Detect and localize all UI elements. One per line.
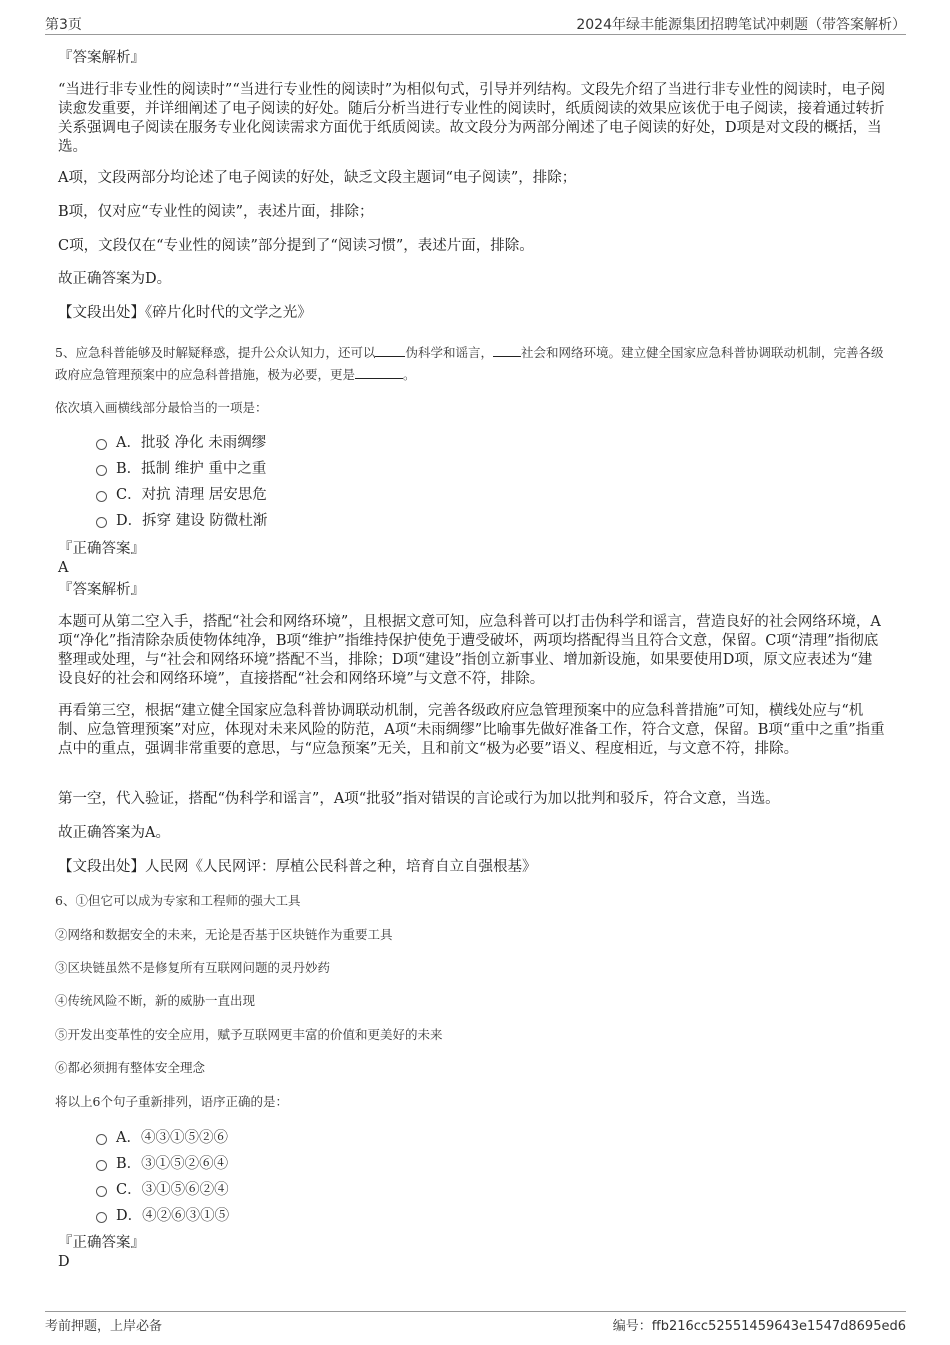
document-title: 2024年绿丰能源集团招聘笔试冲刺题（带答案解析）: [576, 17, 906, 33]
radio-icon[interactable]: [96, 491, 107, 502]
q5-option-c[interactable]: C．对抗 清理 居安思危: [96, 485, 267, 505]
page-header: [45, 12, 906, 35]
radio-icon[interactable]: [96, 439, 107, 450]
q5-option-a[interactable]: A．批驳 净化 未雨绸缪: [96, 433, 266, 453]
q5-stem: 5、应急科普能够及时解疑释惑，提升公众认知力，还可以 伪科学和谣言， 社会和网络环境。建立健全国家应急科普协调联动机制，完善各级政府应急管理预案中的应急科普措施，极为必要，更是 。: [55, 345, 884, 382]
q5-correct-value: A: [58, 560, 69, 576]
radio-icon[interactable]: [96, 517, 107, 528]
q6-option-b[interactable]: B．③①⑤②⑥④: [96, 1154, 228, 1174]
q4-conclusion: 故正确答案为D。: [58, 271, 172, 287]
page-footer: [45, 1311, 906, 1336]
footer-serial: 编号：ffb216cc52551459643e1547d8695ed6: [612, 1319, 906, 1334]
q5-analysis-para-3: 第一空，代入验证，搭配“伪科学和谣言”，A项“批驳”指对错误的言论或行为加以批判和驳斥，符合文意，当选。: [58, 791, 780, 807]
q4-point-a: A项，文段两部分均论述了电子阅读的好处，缺乏文段主题词“电子阅读”，排除；: [58, 170, 577, 186]
q4-source: 【文段出处】《碎片化时代的文学之光》: [58, 305, 312, 321]
q6-sentence-1: 6、①但它可以成为专家和工程师的强大工具: [55, 893, 301, 908]
blank-3: [355, 366, 403, 379]
q6-prompt: 将以上6个句子重新排列，语序正确的是：: [55, 1094, 288, 1109]
q5-analysis-para-1: 本题可从第二空入手，搭配“社会和网络环境”，且根据文意可知，应急科普可以打击伪科学和谣言，营造良好的社会网络环境，A项“净化”指清除杂质使物体纯净，B项“维护”指维持保护使免于遭受破坏，两项均搭配得当且符合文意，保留。C项“清理”指彻底整理或处理，与“社会和网络环境”搭配不当，排除；D项“建设”指创立新事业、增加新设施，如果要使用D项，原文应表述为“建设良好的社会和网络环境”，直接搭配“社会和网络环境”与文意不符，排除。: [58, 614, 881, 687]
blank-2: [493, 344, 521, 357]
q4-point-b: B项，仅对应“专业性的阅读”，表述片面，排除；: [58, 204, 374, 220]
page-number: 第3页: [45, 17, 82, 33]
q6-correct-value: D: [58, 1254, 70, 1270]
q5-conclusion: 故正确答案为A。: [58, 825, 170, 841]
q5-analysis-para-2: 再看第三空，根据“建立健全国家应急科普协调联动机制，完善各级政府应急管理预案中的应急科普措施”可知，横线处应与“机制、应急管理预案”对应，体现对未来风险的防范，A项“未雨绸缪”比喻事先做好准备工作，符合文意，保留。B项“重中之重”指重点中的重点，强调非常重要的意思，与“应急预案”无关，且和前文“极为必要”语义、程度相近，与文意不符，排除。: [58, 703, 885, 757]
q6-sentence-6: ⑥都必须拥有整体安全理念: [55, 1060, 206, 1075]
q4-analysis-label: 『答案解析』: [58, 50, 145, 66]
q6-option-a[interactable]: A．④③①⑤②⑥: [96, 1128, 228, 1148]
q5-analysis-label: 『答案解析』: [58, 582, 145, 598]
radio-icon[interactable]: [96, 1186, 107, 1197]
blank-1: [375, 344, 405, 357]
q4-point-c: C项，文段仅在“专业性的阅读”部分提到了“阅读习惯”，表述片面，排除。: [58, 238, 534, 254]
q4-analysis-paragraph: “当进行非专业性的阅读时”“当进行专业性的阅读时”为相似句式，引导并列结构。文段先介绍了当进行非专业性的阅读时，电子阅读愈发重要，并详细阐述了电子阅读的好处。随后分析当进行专业性的阅读时，纸质阅读的效果应该优于电子阅读，接着通过转折关系强调电子阅读在服务专业化阅读需求方面优于纸质阅读。故文段分为两部分阐述了电子阅读的好处，D项是对文段的概括，当选。: [58, 82, 886, 155]
q6-sentence-5: ⑤开发出变革性的安全应用，赋予互联网更丰富的价值和更美好的未来: [55, 1027, 443, 1042]
footer-slogan: 考前押题，上岸必备: [45, 1319, 163, 1334]
q6-option-d[interactable]: D．④②⑥③①⑤: [96, 1206, 229, 1226]
q6-option-c[interactable]: C．③①⑤⑥②④: [96, 1180, 229, 1200]
q6-sentence-2: ②网络和数据安全的未来，无论是否基于区块链作为重要工具: [55, 927, 393, 942]
q5-option-d[interactable]: D．拆穿 建设 防微杜渐: [96, 511, 267, 531]
radio-icon[interactable]: [96, 1160, 107, 1171]
q6-sentence-4: ④传统风险不断，新的威胁一直出现: [55, 993, 256, 1008]
radio-icon[interactable]: [96, 1212, 107, 1223]
q5-correct-label: 『正确答案』: [58, 541, 145, 557]
radio-icon[interactable]: [96, 465, 107, 476]
q6-sentence-3: ③区块链虽然不是修复所有互联网问题的灵丹妙药: [55, 960, 331, 975]
q6-correct-label: 『正确答案』: [58, 1235, 145, 1251]
q5-prompt: 依次填入画横线部分最恰当的一项是：: [55, 400, 268, 415]
q5-source: 【文段出处】人民网《人民网评：厚植公民科普之种，培育自立自强根基》: [58, 859, 537, 875]
radio-icon[interactable]: [96, 1134, 107, 1145]
q5-option-b[interactable]: B．抵制 维护 重中之重: [96, 459, 266, 479]
